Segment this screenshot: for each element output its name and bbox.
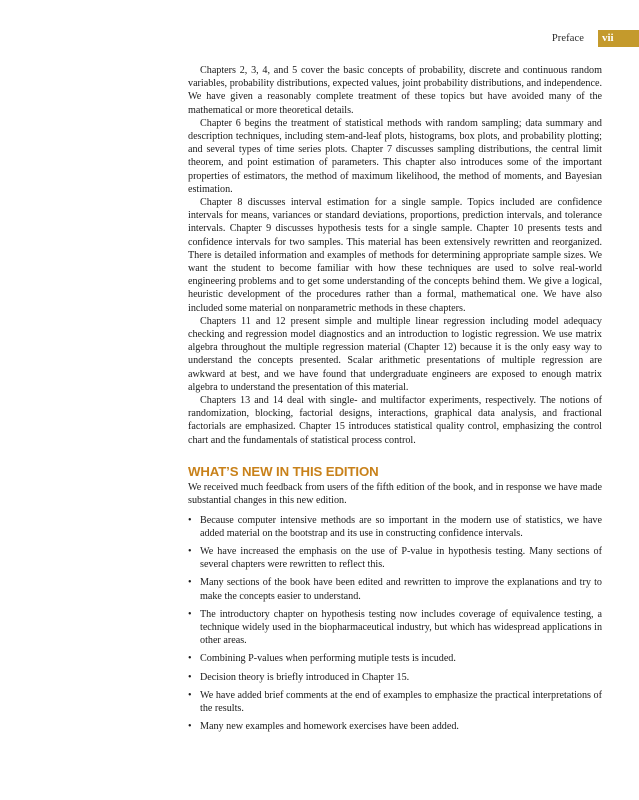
list-item-text: Decision theory is briefly introduced in Chapter 15.: [200, 671, 410, 683]
list-item: [188, 689, 602, 715]
list-item-text: Because computer intensive methods are so important in the modern use of statistics, we have added material on the bootstrap and its use in constructing confidence intervals.: [200, 514, 602, 539]
list-item-text: Many new examples and homework exercises have been added.: [200, 721, 459, 733]
whats-new-list: [188, 514, 602, 734]
bullet-icon: •: [188, 671, 192, 683]
list-item-text: Combining P-values when performing mutiple tests is incuded.: [200, 653, 456, 665]
list-item: [188, 545, 602, 571]
list-item-text: Many sections of the book have been edited and rewritten to improve the explanations and try to make the concepts easier to understand.: [200, 577, 602, 602]
bullet-icon: •: [188, 608, 192, 620]
paragraph-chapters-13-15: Chapters 13 and 14 deal with single- and multifactor experiments, respectively. The notions of randomization, blocking, factorial designs, interactions, graphical data analysis, and fractional factorials are emphasized. Chapter 15 introduces statistical quality control, emphasizing the control chart and the fundamentals of statistical process control.: [188, 395, 602, 446]
list-item-text: We have increased the emphasis on the use of P-value in hypothesis testing. Many sections of several chapters were rewritten to reflect this.: [200, 545, 602, 571]
bullet-icon: •: [188, 545, 192, 557]
running-head: [552, 30, 639, 47]
bullet-icon: •: [188, 577, 192, 589]
paragraph-chapters-8-10: Chapter 8 discusses interval estimation for a single sample. Topics included are confidence intervals for means, variances or standard deviations, proportions, prediction intervals, and tolerance intervals. Chapter 9 discusses hypothesis tests for a single sample. Chapter 10 presents tests and confidence intervals for two samples. This material has been extensively rewritten and reorganized. There is detailed information and examples of methods for determining appropriate sample sizes. We want the student to become familiar with how these techniques are used to solve real-world engineering problems and to get some understanding of the concepts behind them. We give a logical, heuristic development of the procedures rather than a formal, mathematical one. We have also included some material on nonparametric methods in these chapters.: [188, 197, 602, 314]
paragraph-chapters-2-5: Chapters 2, 3, 4, and 5 cover the basic concepts of probability, discrete and continuous random variables, probability distributions, expected values, joint probability distributions, and independence. We have given a reasonably complete treatment of these topics but have avoided many of the mathematical or more theoretical details.: [188, 65, 602, 116]
paragraph-chapters-6-7: Chapter 6 begins the treatment of statistical methods with random sampling; data summary and description techniques, including stem-and-leaf plots, histograms, box plots, and probability plotting; and several types of time series plots. Chapter 7 discusses sampling distributions, the central limit theorem, and point estimation of parameters. This chapter also introduces some of the important properties of estimators, the method of maximum likelihood, the method of moments, and Bayesian estimation.: [188, 117, 602, 195]
list-item: [188, 652, 602, 665]
bullet-icon: •: [188, 689, 192, 701]
section-intro: We received much feedback from users of the fifth edition of the book, and in response we have made substantial changes in this new edition.: [188, 482, 602, 507]
list-item: [188, 720, 602, 733]
list-item-text: The introductory chapter on hypothesis testing now includes coverage of equivalence testing, a technique widely used in the biopharmaceutical industry, but which has widespread applications in other areas.: [200, 608, 602, 647]
page-body: [188, 64, 602, 733]
list-item: [188, 671, 602, 684]
paragraph-chapters-11-12: Chapters 11 and 12 present simple and multiple linear regression including model adequacy checking and regression model diagnostics and an introduction to logistic regression. We use matrix algebra throughout the multiple regression material (Chapter 12) because it is the only easy way to understand the concepts presented. Scalar arithmetic presentations of multiple regression are awkward at best, and we have found that undergraduate engineers are exposed to enough matrix algebra to understand the presentation of this material.: [188, 315, 602, 393]
bullet-icon: •: [188, 721, 192, 733]
bullet-icon: •: [188, 653, 192, 665]
section-heading-whats-new: WHAT’S NEW IN THIS EDITION: [188, 463, 379, 479]
bullet-icon: •: [188, 514, 192, 526]
list-item: [188, 576, 602, 602]
list-item: [188, 608, 602, 648]
list-item: [188, 514, 602, 540]
list-item-text: We have added brief comments at the end of examples to emphasize the practical interpretations of the results.: [200, 689, 602, 714]
page-number-tab: vii: [598, 30, 639, 47]
running-title: Preface: [551, 33, 584, 44]
